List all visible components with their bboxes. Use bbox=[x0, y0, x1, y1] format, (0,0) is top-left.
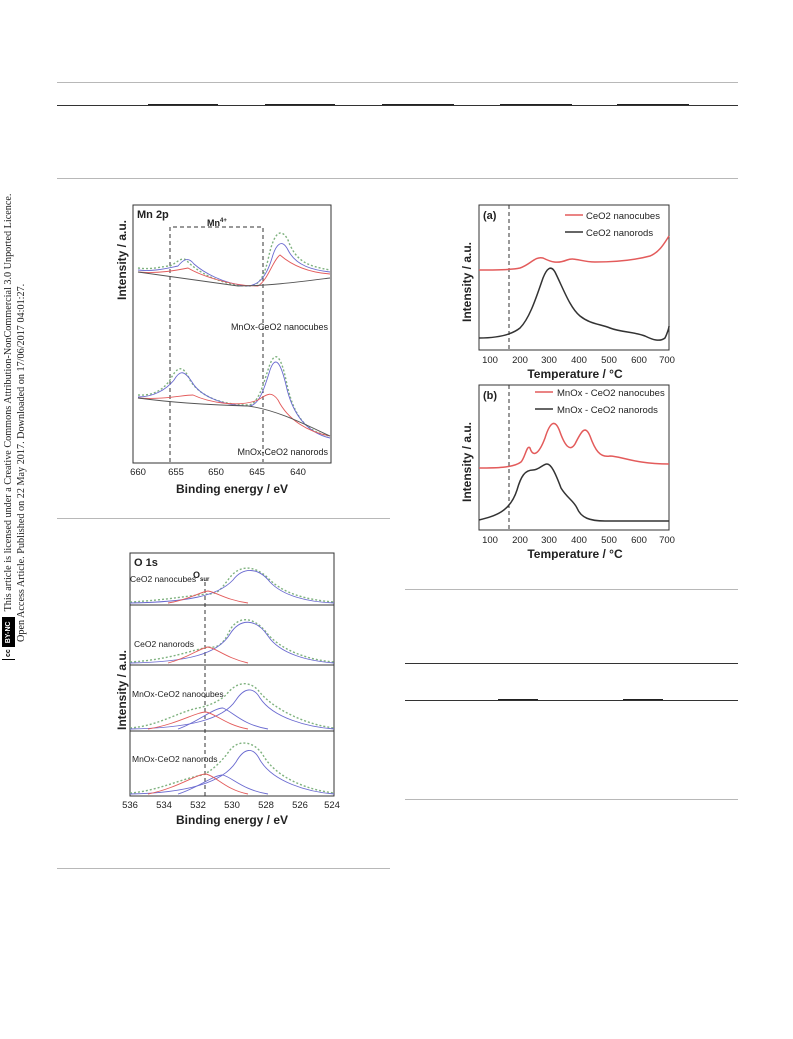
panel-label: O 1s bbox=[134, 557, 158, 569]
x-tick: 536 bbox=[122, 800, 138, 811]
rule-table-bottom bbox=[57, 178, 738, 179]
rule-seg-3 bbox=[382, 104, 454, 105]
o1s-mnrods-osur bbox=[148, 774, 248, 794]
rule-t2-seg-2 bbox=[623, 699, 663, 700]
x-tick: 100 bbox=[482, 355, 498, 366]
osur-label: $O_{sur}$ bbox=[193, 570, 210, 583]
rule-seg-1 bbox=[148, 104, 218, 105]
x-tick: 534 bbox=[156, 800, 172, 811]
x-tick: 400 bbox=[571, 355, 587, 366]
figure-mn2p-xps bbox=[108, 200, 338, 500]
x-tick: 655 bbox=[168, 467, 184, 478]
o1s-mnrods-fit-2 bbox=[178, 775, 268, 794]
rule-top bbox=[57, 82, 738, 83]
legend-entry: CeO2 nanocubes bbox=[586, 211, 660, 222]
mn4-region-box bbox=[170, 227, 263, 462]
plot-frame bbox=[479, 205, 669, 350]
tpr-mnrods-line bbox=[479, 464, 669, 521]
x-tick: 600 bbox=[631, 355, 647, 366]
x-tick: 645 bbox=[249, 467, 265, 478]
x-tick: 528 bbox=[258, 800, 274, 811]
legend-entry: MnOx - CeO2 nanocubes bbox=[557, 388, 665, 399]
x-tick: 640 bbox=[290, 467, 306, 478]
x-tick: 500 bbox=[601, 535, 617, 546]
xlabel: Temperature / °C bbox=[527, 367, 623, 380]
panel-label: Mn 2p bbox=[137, 209, 169, 221]
ylabel: Intensity / a.u. bbox=[460, 241, 474, 323]
mn2p-rods-fit-1 bbox=[138, 362, 330, 438]
rule-fig1-bottom bbox=[57, 518, 390, 519]
x-tick: 524 bbox=[324, 800, 340, 811]
rule-table2-bottom bbox=[405, 799, 738, 800]
tpr-mncubes-line bbox=[479, 423, 669, 468]
sample-label: CeO2 nanorods bbox=[134, 639, 195, 649]
sample-label: CeO2 nanocubes bbox=[130, 574, 197, 584]
figure-tpr-a bbox=[455, 200, 680, 380]
xlabel: Temperature / °C bbox=[527, 547, 623, 560]
o1s-mnrods-raw bbox=[130, 743, 334, 793]
x-tick: 100 bbox=[482, 535, 498, 546]
peak-label: $Mn^{4+}$ bbox=[207, 218, 227, 228]
rule-fig3-bottom bbox=[405, 589, 738, 590]
ylabel: Intensity / a.u. bbox=[115, 219, 129, 301]
rule-fig2-bottom bbox=[57, 868, 390, 869]
panel-label: (a) bbox=[483, 210, 497, 222]
mn2p-rods-fit-2 bbox=[138, 394, 330, 436]
x-tick: 700 bbox=[659, 355, 675, 366]
figure-tpr-b bbox=[455, 380, 680, 560]
o1s-cubes-osur bbox=[168, 591, 248, 603]
x-tick: 200 bbox=[512, 355, 528, 366]
license-badge[interactable]: cc BY-NC bbox=[2, 617, 15, 660]
rule-seg-4 bbox=[500, 104, 572, 105]
ylabel: Intensity / a.u. bbox=[460, 421, 474, 503]
tpr-cubes-line bbox=[479, 236, 669, 270]
license-text[interactable]: This article is licensed under a Creative Commons Attribution-NonCommercial 3.0 Unported Licence. bbox=[3, 193, 14, 612]
ylabel: Intensity / a.u. bbox=[115, 649, 129, 731]
o1s-rods-osur bbox=[168, 647, 248, 663]
tpr-rods-line bbox=[479, 268, 669, 340]
xlabel: Binding energy / eV bbox=[175, 813, 289, 827]
x-tick: 300 bbox=[541, 535, 557, 546]
legend-entry: MnOx - CeO2 nanorods bbox=[557, 405, 658, 416]
x-tick: 526 bbox=[292, 800, 308, 811]
panel-label: (b) bbox=[483, 390, 498, 402]
rule-table-head bbox=[57, 105, 738, 106]
sample-label: MnOx-CeO2 nanocubes bbox=[132, 689, 224, 699]
publication-text: Open Access Article. Published on 22 May 2017. Downloaded on 17/06/2017 04:01:27. bbox=[16, 283, 27, 642]
x-ticks bbox=[122, 800, 340, 811]
rule-t2-seg-1 bbox=[498, 699, 538, 700]
x-tick: 600 bbox=[631, 535, 647, 546]
sample-label: MnOx-CeO2 nanorods bbox=[132, 754, 218, 764]
legend-entry: CeO2 nanorods bbox=[586, 228, 654, 239]
sample-label-top: MnOx-CeO2 nanocubes bbox=[230, 322, 328, 332]
x-ticks bbox=[482, 355, 675, 366]
x-ticks bbox=[482, 535, 675, 546]
x-tick: 300 bbox=[541, 355, 557, 366]
rule-seg-5 bbox=[617, 104, 689, 105]
mn2p-rods-raw bbox=[138, 357, 330, 436]
xlabel: Binding energy / eV bbox=[175, 482, 289, 496]
rule-table2-head bbox=[405, 700, 738, 701]
x-tick: 660 bbox=[130, 467, 146, 478]
rule-seg-2 bbox=[265, 104, 335, 105]
mn2p-cubes-fit-1 bbox=[138, 244, 330, 286]
figure-o1s-xps bbox=[108, 550, 340, 830]
o1s-mncubes-fit-2 bbox=[178, 708, 268, 729]
mn2p-cubes-raw bbox=[138, 233, 330, 286]
x-tick: 532 bbox=[190, 800, 206, 811]
plot-frame bbox=[133, 205, 331, 463]
sample-label-bottom: MnOx-CeO2 nanorods bbox=[237, 447, 328, 457]
x-tick: 700 bbox=[659, 535, 675, 546]
x-tick: 200 bbox=[512, 535, 528, 546]
x-tick: 500 bbox=[601, 355, 617, 366]
x-tick: 650 bbox=[208, 467, 224, 478]
rule-table2-top bbox=[405, 663, 738, 664]
x-ticks bbox=[130, 467, 306, 478]
x-tick: 530 bbox=[224, 800, 240, 811]
x-tick: 400 bbox=[571, 535, 587, 546]
